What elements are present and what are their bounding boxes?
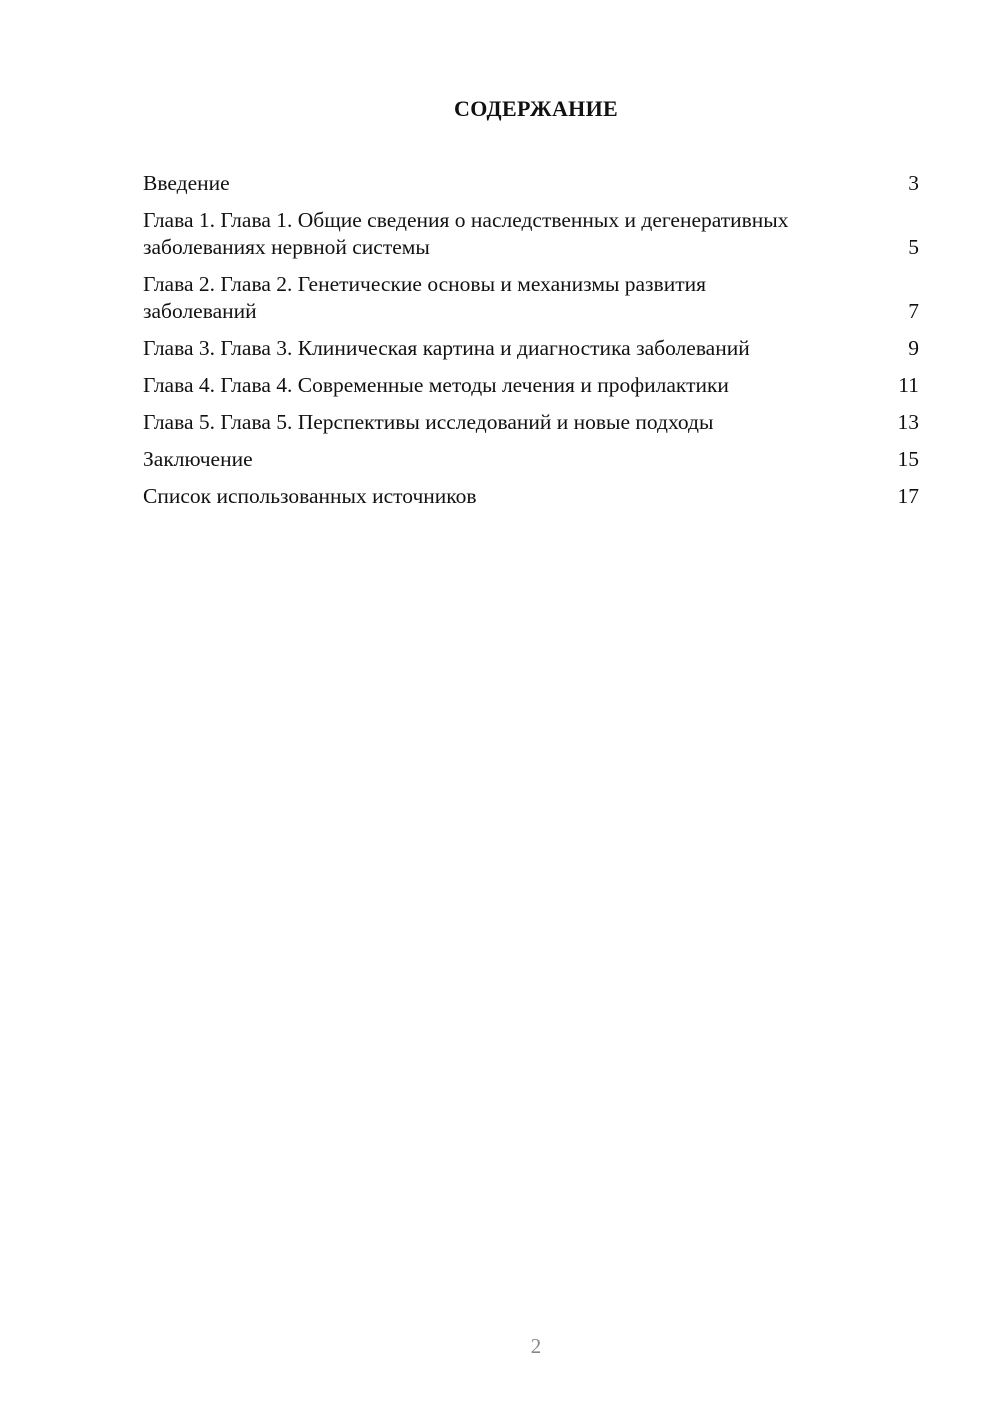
- toc-entry-text: Глава 3. Глава 3. Клиническая картина и диагностика заболеваний: [143, 336, 750, 360]
- toc-entry-text: Глава 5. Глава 5. Перспективы исследований и новые подходы: [143, 410, 714, 434]
- toc-entry-conclusion: [143, 446, 919, 473]
- toc-entry-chapter-5: [143, 409, 919, 436]
- toc-entry-references: [143, 483, 919, 510]
- toc-entry-chapter-4: [143, 372, 919, 399]
- toc-entry-page: 3: [908, 171, 919, 195]
- toc-entry-introduction: [143, 170, 919, 197]
- toc-entry-page: 17: [897, 484, 919, 508]
- toc-entry-text: Глава 1. Глава 1. Общие сведения о наследственных и дегенеративных заболеваниях нервной системы: [143, 208, 789, 259]
- toc-list: [143, 170, 919, 520]
- toc-entry-chapter-3: [143, 335, 919, 362]
- toc-entry-text: Глава 4. Глава 4. Современные методы лечения и профилактики: [143, 373, 729, 397]
- toc-entry-page: 7: [908, 299, 919, 323]
- toc-entry-page: 11: [898, 373, 919, 397]
- toc-entry-page: 9: [908, 336, 919, 360]
- toc-entry-text: Заключение: [143, 447, 253, 471]
- toc-entry-page: 15: [897, 447, 919, 471]
- toc-entry-text: Введение: [143, 171, 230, 195]
- toc-entry-chapter-1: [143, 207, 919, 261]
- toc-entry-text: Список использованных источников: [143, 484, 477, 508]
- toc-title: СОДЕРЖАНИЕ: [454, 96, 618, 121]
- toc-entry-page: 13: [897, 410, 919, 434]
- toc-entry-chapter-2: [143, 271, 919, 325]
- page-number: 2: [530, 1334, 542, 1358]
- toc-entry-page: 5: [908, 235, 919, 259]
- toc-entry-text: Глава 2. Глава 2. Генетические основы и механизмы развития заболеваний: [143, 272, 706, 323]
